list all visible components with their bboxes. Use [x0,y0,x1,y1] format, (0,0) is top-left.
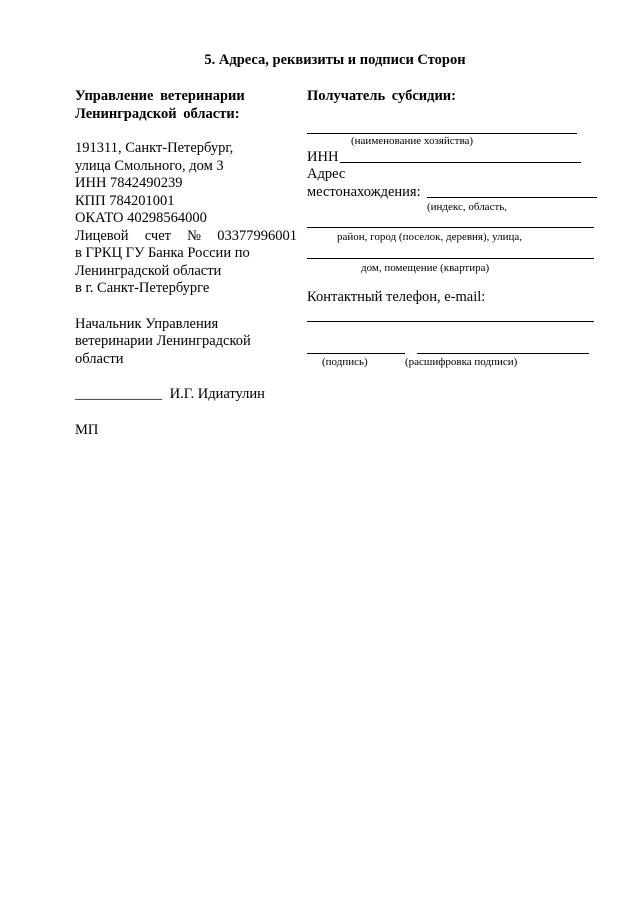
left-address-line2: улица Смольного, дом 3 [75,157,224,174]
left-position-line1: Начальник Управления [75,315,219,332]
farm-name-caption: (наименование хозяйства) [351,134,474,147]
recipient-inn-row [307,149,581,167]
left-signature-blank: ____________ [75,386,162,402]
left-party-block [75,88,297,439]
left-inn: ИНН 7842490239 [75,175,183,191]
account-word-3: № [187,227,202,244]
signature-captions [307,356,597,370]
left-bank-line2: Ленинградской области [75,262,222,279]
address-caption-2: район, город (поселок, деревня), улица, [337,231,523,243]
recipient-address-label: Адрес [307,166,346,182]
signature-field[interactable] [307,353,405,354]
farm-name-field[interactable] [307,133,577,134]
recipient-inn-label: ИНН [307,148,339,165]
recipient-location-row [307,184,597,202]
signature-caption: (подпись) [322,355,368,368]
address-field-2[interactable] [307,227,594,228]
left-signatory-name: И.Г. Идиатулин [169,386,265,402]
transcript-caption: (расшифровка подписи) [405,355,518,368]
left-okato: ОКАТО 40298564000 [75,210,207,226]
address-field-3[interactable] [307,258,594,259]
left-position-line2: ветеринарии Ленинградской [75,333,251,349]
right-party-heading: Получатель субсидии: [307,88,456,104]
left-heading-line1: Управление ветеринарии [75,88,245,104]
account-number: 03377996001 [217,227,297,244]
left-signature-line [75,386,297,404]
address-caption-1: (индекс, область, [427,201,508,213]
left-position-line3: области [75,350,124,367]
left-bank-line3: в г. Санкт-Петербурге [75,280,210,296]
stamp-mark: МП [75,421,99,438]
left-party-heading [75,88,297,123]
signature-transcript-field[interactable] [417,353,589,354]
left-kpp: КПП 784201001 [75,192,175,209]
page-title: 5. Адреса, реквизиты и подписи Сторон [204,52,466,68]
address-caption-3: дом, помещение (квартира) [361,262,490,274]
left-address-line1: 191311, Санкт-Петербург, [75,140,234,156]
left-account-line [75,228,297,246]
recipient-inn-field[interactable] [340,162,581,163]
recipient-location-label: местонахождения: [307,183,421,200]
account-word-2: счет [144,227,171,244]
account-word-1: Лицевой [75,227,129,244]
left-heading-line2: Ленинградской области: [75,105,240,122]
contact-label: Контактный телефон, e-mail: [307,289,486,305]
left-bank-line1: в ГРКЦ ГУ Банка России по [75,245,250,261]
right-party-block [307,88,597,370]
recipient-location-field[interactable] [427,197,597,198]
